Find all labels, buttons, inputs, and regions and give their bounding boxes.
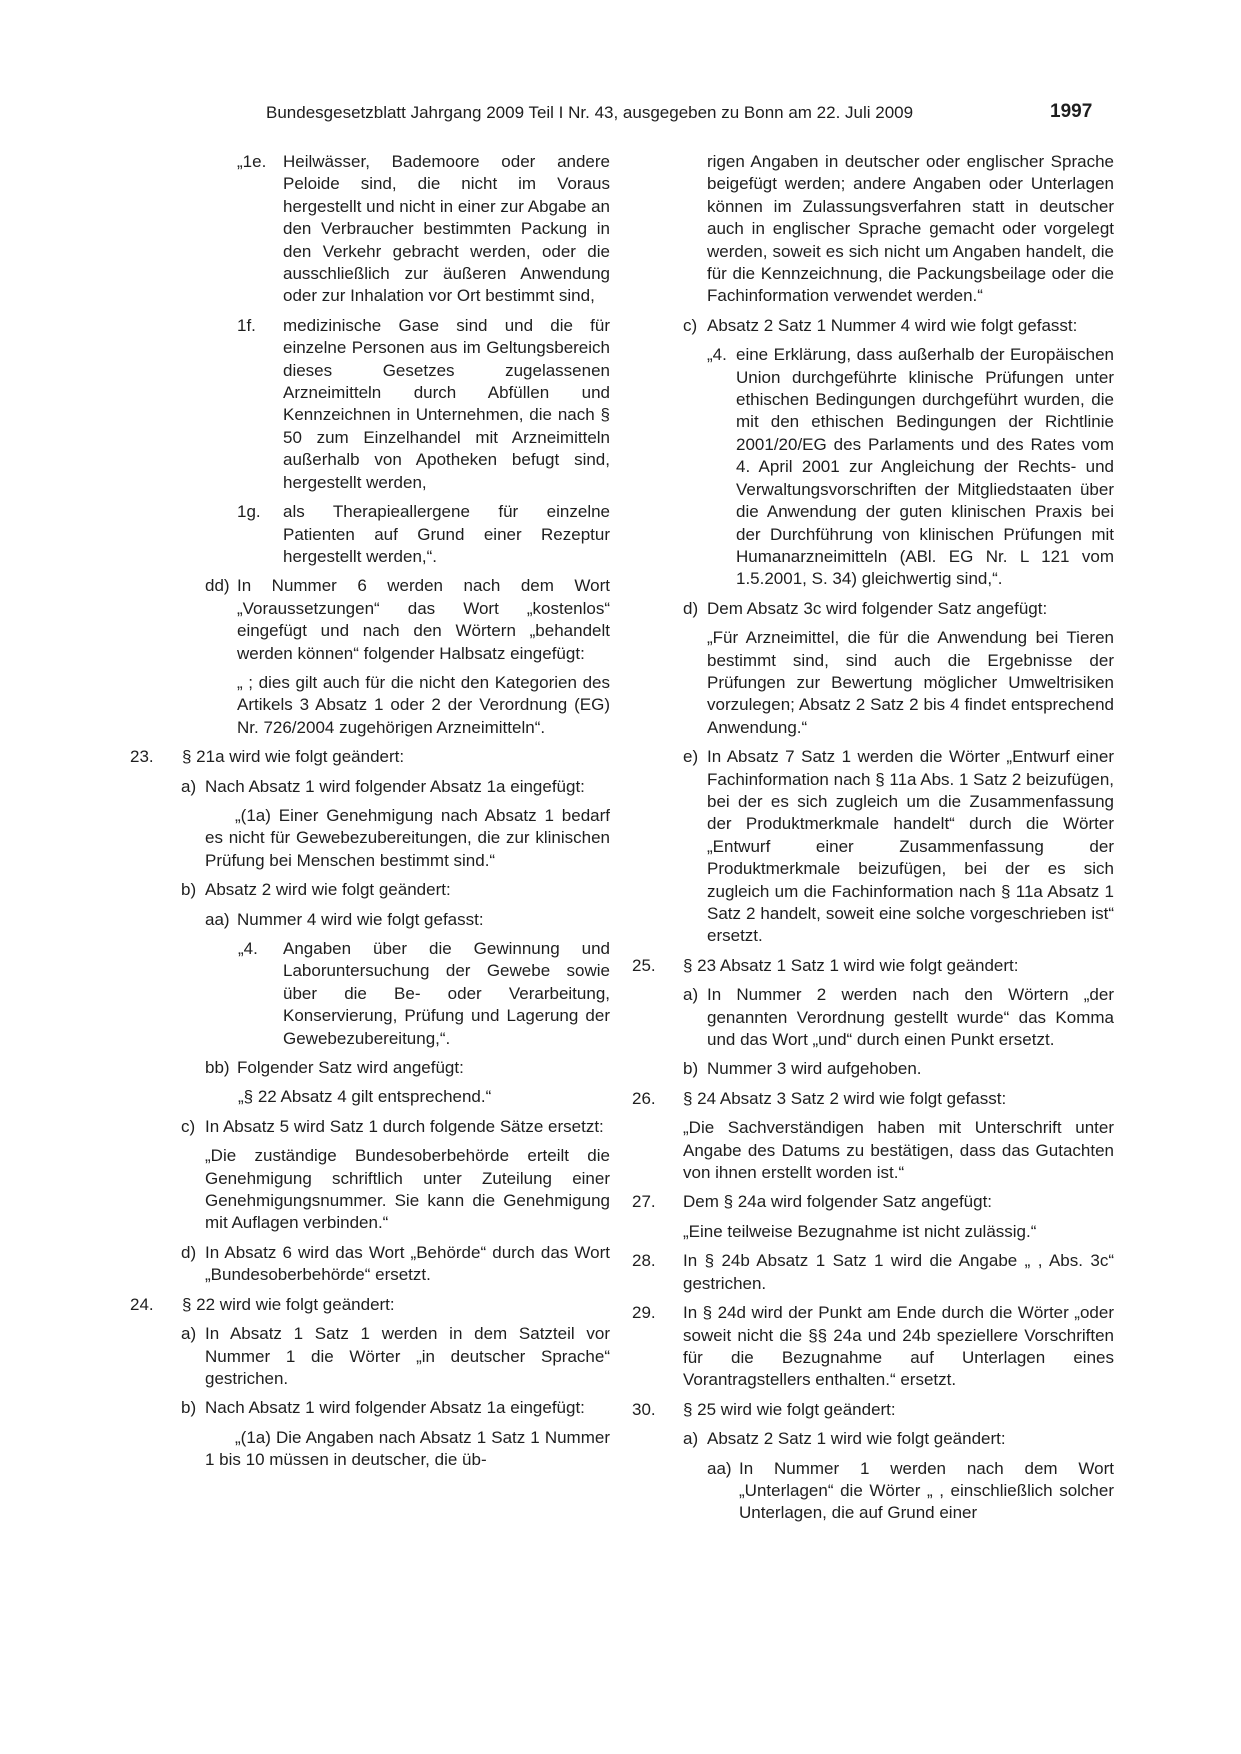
- item-24c: [632, 315, 1114, 337]
- item-27: [632, 1191, 1114, 1213]
- item-text: In Absatz 6 wird das Wort „Behörde“ durch das Wort „Bundesoberbehörde“ ersetzt.: [205, 1242, 610, 1285]
- item-text: In § 24b Absatz 1 Satz 1 wird die Angabe „ , Abs. 3c“ gestrichen.: [683, 1251, 1114, 1293]
- item-label: dd): [205, 576, 230, 596]
- item-text: In Absatz 5 wird Satz 1 durch folgende Sätze ersetzt:: [205, 1116, 604, 1136]
- item-label: 29.: [632, 1303, 656, 1323]
- item-label: 1g.: [237, 502, 261, 522]
- item-23a: [130, 776, 610, 798]
- item-text: Nummer 4 wird wie folgt gefasst:: [237, 909, 484, 929]
- item-text: In Nummer 1 werden nach dem Wort „Unterlagen“ die Wörter „ , einschließlich solcher Unterlagen, die auf Grund einer: [739, 1458, 1114, 1523]
- item-label: „4.: [238, 939, 258, 958]
- item-23b-aa-4: [130, 938, 610, 1050]
- item-text: Angaben über die Gewinnung und Laboruntersuchung der Gewebe sowie über die Be- oder Verarbeitung, Konservierung, Prüfung und Lagerung der Gewebezubereitung,“.: [283, 939, 610, 1048]
- item-label: c): [683, 315, 698, 335]
- item-label: b): [683, 1059, 699, 1079]
- quote-26: „Die Sachverständigen haben mit Unterschrift unter Angabe des Datums zu bestätigen, dass das Gutachten von ihnen erstellt worden ist.“: [683, 1118, 1114, 1183]
- item-label: 27.: [632, 1192, 656, 1212]
- item-text: Nummer 3 wird aufgehoben.: [707, 1059, 922, 1079]
- item-23b-aa: [130, 909, 610, 931]
- item-label: 25.: [632, 955, 656, 975]
- item-label: „4.: [707, 345, 727, 365]
- item-label: a): [683, 985, 699, 1005]
- item-28: [632, 1250, 1114, 1295]
- item-label: aa): [205, 909, 230, 929]
- item-label: 28.: [632, 1251, 656, 1271]
- item-text: In Absatz 1 Satz 1 werden in dem Satzteil vor Nummer 1 die Wörter „in deutscher Sprache“ gestrichen.: [205, 1324, 610, 1388]
- item-25a: [632, 984, 1114, 1051]
- item-label: a): [181, 1324, 197, 1344]
- item-label: d): [683, 598, 699, 618]
- item-23b: [130, 879, 610, 901]
- item-label: b): [181, 880, 197, 900]
- item-label: „1e.: [237, 152, 267, 171]
- item-dd: [130, 575, 610, 665]
- gazette-title: Bundesgesetzblatt Jahrgang 2009 Teil I Nr. 43, ausgegeben zu Bonn am 22. Juli 2009: [266, 103, 914, 122]
- quote-dd: „ ; dies gilt auch für die nicht den Kategorien des Artikels 3 Absatz 1 oder 2 der Verordnung (EG) Nr. 726/2004 zugehörigen Arzneimitteln“.: [237, 672, 610, 737]
- item-text: § 24 Absatz 3 Satz 2 wird wie folgt gefasst:: [683, 1088, 1007, 1108]
- item-24d: [632, 598, 1114, 620]
- item-label: bb): [205, 1058, 230, 1078]
- item-30a-aa: [632, 1458, 1114, 1525]
- left-column: [130, 151, 610, 1472]
- item-text: Dem § 24a wird folgender Satz angefügt:: [683, 1192, 993, 1212]
- item-26: [632, 1088, 1114, 1110]
- item-25b: [632, 1058, 1114, 1080]
- item-text: Heilwässer, Bademoore oder andere Peloide sind, die nicht im Voraus hergestellt und nicht in einer zur Abgabe an den Verbraucher bestimmten Packung in den Verkehr gebracht werden, oder die ausschließlich zur äußeren Anwendung oder zur Inhalation vor Ort bestimmt sind,: [283, 152, 611, 306]
- quote-23c: „Die zuständige Bundesoberbehörde erteilt die Genehmigung schriftlich unter Zuteilung einer Genehmigungsnummer. Sie kann die Genehmigung mit Auflagen verbinden.“: [205, 1146, 610, 1233]
- item-label: 1f.: [237, 315, 256, 335]
- item-text: § 22 wird wie folgt geändert:: [182, 1294, 395, 1314]
- item-text: medizinische Gase sind und die für einzelne Personen aus im Geltungsbereich dieses Gesetzes zugelassenen Arzneimitteln durch Abfüllen und Kennzeichnen in Unternehmen, die nach § 50 zum Einzelhandel mit Arzneimitteln außerhalb von Apotheken befugt sind, hergestellt werden,: [283, 315, 610, 492]
- item-text: In Nummer 2 werden nach den Wörtern „der genannten Verordnung gestellt wurde“ das Komma und das Wort „und“ durch einen Punkt ersetzt.: [707, 985, 1114, 1050]
- item-24c-4: [632, 344, 1114, 590]
- quote-23b-bb: „§ 22 Absatz 4 gilt entsprechend.“: [238, 1087, 492, 1107]
- item-text: § 21a wird wie folgt geändert:: [182, 747, 405, 767]
- item-1g: [130, 501, 610, 568]
- item-label: e): [683, 747, 699, 767]
- item-23c: [130, 1116, 610, 1138]
- item-text: Absatz 2 Satz 1 Nummer 4 wird wie folgt gefasst:: [707, 315, 1078, 335]
- page-header: [0, 102, 1241, 128]
- item-text: In Nummer 6 werden nach dem Wort „Voraussetzungen“ das Wort „kostenlos“ eingefügt und nach den Wörtern „behandelt werden können“ folgender Halbsatz eingefügt:: [237, 576, 610, 663]
- item-1f: [130, 315, 610, 494]
- item-label: 24.: [130, 1294, 154, 1314]
- quote-23a: „(1a) Einer Genehmigung nach Absatz 1 bedarf es nicht für Gewebezubereitungen, die zur klinischen Prüfung bei Menschen bestimmt sind.“: [205, 805, 610, 870]
- item-30a: [632, 1428, 1114, 1450]
- item-30: [632, 1399, 1114, 1421]
- item-text: Absatz 2 wird wie folgt geändert:: [205, 880, 451, 900]
- item-text: eine Erklärung, dass außerhalb der Europäischen Union durchgeführte klinische Prüfungen unter ethischen Bedingungen durchgeführt wurden, die mit den ethischen Bedingungen der Richtlinie 2001/20/EG des Parlaments und des Rates vom 4. April 2001 zur Angleichung der Rechts- und Verwaltungsvorschriften der Mitgliedstaaten über die Anwendung der guten klinischen Praxis bei der Durchführung von klinischen Prüfungen mit Humanarzneimitteln (ABl. EG Nr. L 121 vom 1.5.2001, S. 34) gleichwertig sind,“.: [736, 345, 1114, 589]
- item-29: [632, 1302, 1114, 1392]
- right-column: [632, 151, 1114, 1532]
- item-text: Nach Absatz 1 wird folgender Absatz 1a eingefügt:: [205, 776, 585, 796]
- item-text: In § 24d wird der Punkt am Ende durch die Wörter „oder soweit nicht die §§ 24a und 24b speziellere Vorschriften für die Bezugnahme auf Unterlagen eines Vorantragstellers enthalten.“ ersetzt.: [683, 1303, 1114, 1390]
- item-label: c): [181, 1116, 196, 1136]
- item-text: Dem Absatz 3c wird folgender Satz angefügt:: [707, 598, 1048, 618]
- item-text: § 25 wird wie folgt geändert:: [683, 1399, 896, 1419]
- item-label: 23.: [130, 747, 154, 767]
- item-text: In Absatz 7 Satz 1 werden die Wörter „Entwurf einer Fachinformation nach § 11a Abs. 1 Satz 2 beizufügen, bei der es sich zugleich um die Zusammenfassung der Produktmerkmale handelt“ durch die Wörter „Entwurf einer Zusammenfassung der Produktmerkmale beizufügen, bei der es sich zugleich um die Fachinformation nach § 11a Absatz 1 Satz 2 handelt, soweit eine solche vorgeschrieben ist“ ersetzt.: [707, 747, 1115, 946]
- quote-27: „Eine teilweise Bezugnahme ist nicht zulässig.“: [683, 1221, 1037, 1241]
- item-23d: [130, 1242, 610, 1287]
- item-text: Absatz 2 Satz 1 wird wie folgt geändert:: [707, 1429, 1006, 1449]
- item-23b-bb: [130, 1057, 610, 1079]
- item-label: 26.: [632, 1088, 656, 1108]
- item-label: b): [181, 1398, 197, 1418]
- item-24b: [130, 1397, 610, 1419]
- item-label: aa): [707, 1458, 732, 1478]
- item-25: [632, 955, 1114, 977]
- continued-quote: rigen Angaben in deutscher oder englischer Sprache beigefügt werden; andere Angaben oder Unterlagen können im Zulassungsverfahren statt in deutscher auch in englischer Sprache gemacht oder vorgelegt werden, soweit es sich nicht um Angaben handelt, die für die Kennzeichnung, die Packungsbeilage oder die Fachinformation verwendet werden.“: [707, 152, 1114, 306]
- item-text: Folgender Satz wird angefügt:: [237, 1058, 464, 1078]
- item-24a: [130, 1323, 610, 1390]
- page-number: 1997: [1050, 101, 1093, 122]
- item-text: § 23 Absatz 1 Satz 1 wird wie folgt geändert:: [683, 955, 1019, 975]
- item-label: 30.: [632, 1399, 656, 1419]
- quote-24b: „(1a) Die Angaben nach Absatz 1 Satz 1 Nummer 1 bis 10 müssen in deutscher, die üb-: [205, 1427, 610, 1470]
- item-text: als Therapieallergene für einzelne Patienten auf Grund einer Rezeptur hergestellt werden,“.: [283, 502, 610, 566]
- item-text: Nach Absatz 1 wird folgender Absatz 1a eingefügt:: [205, 1398, 585, 1418]
- item-24: [130, 1294, 610, 1316]
- item-24e: [632, 746, 1114, 948]
- item-23: [130, 746, 610, 768]
- quote-24d: „Für Arzneimittel, die für die Anwendung bei Tieren bestimmt sind, sind auch die Ergebnisse der Prüfungen zur Bewertung möglicher Umweltrisiken vorzulegen; Absatz 2 Satz 2 bis 4 findet entsprechend Anwendung.“: [707, 628, 1114, 737]
- item-label: d): [181, 1242, 197, 1262]
- item-label: a): [683, 1429, 699, 1449]
- item-1e: [130, 151, 610, 308]
- item-label: a): [181, 776, 197, 796]
